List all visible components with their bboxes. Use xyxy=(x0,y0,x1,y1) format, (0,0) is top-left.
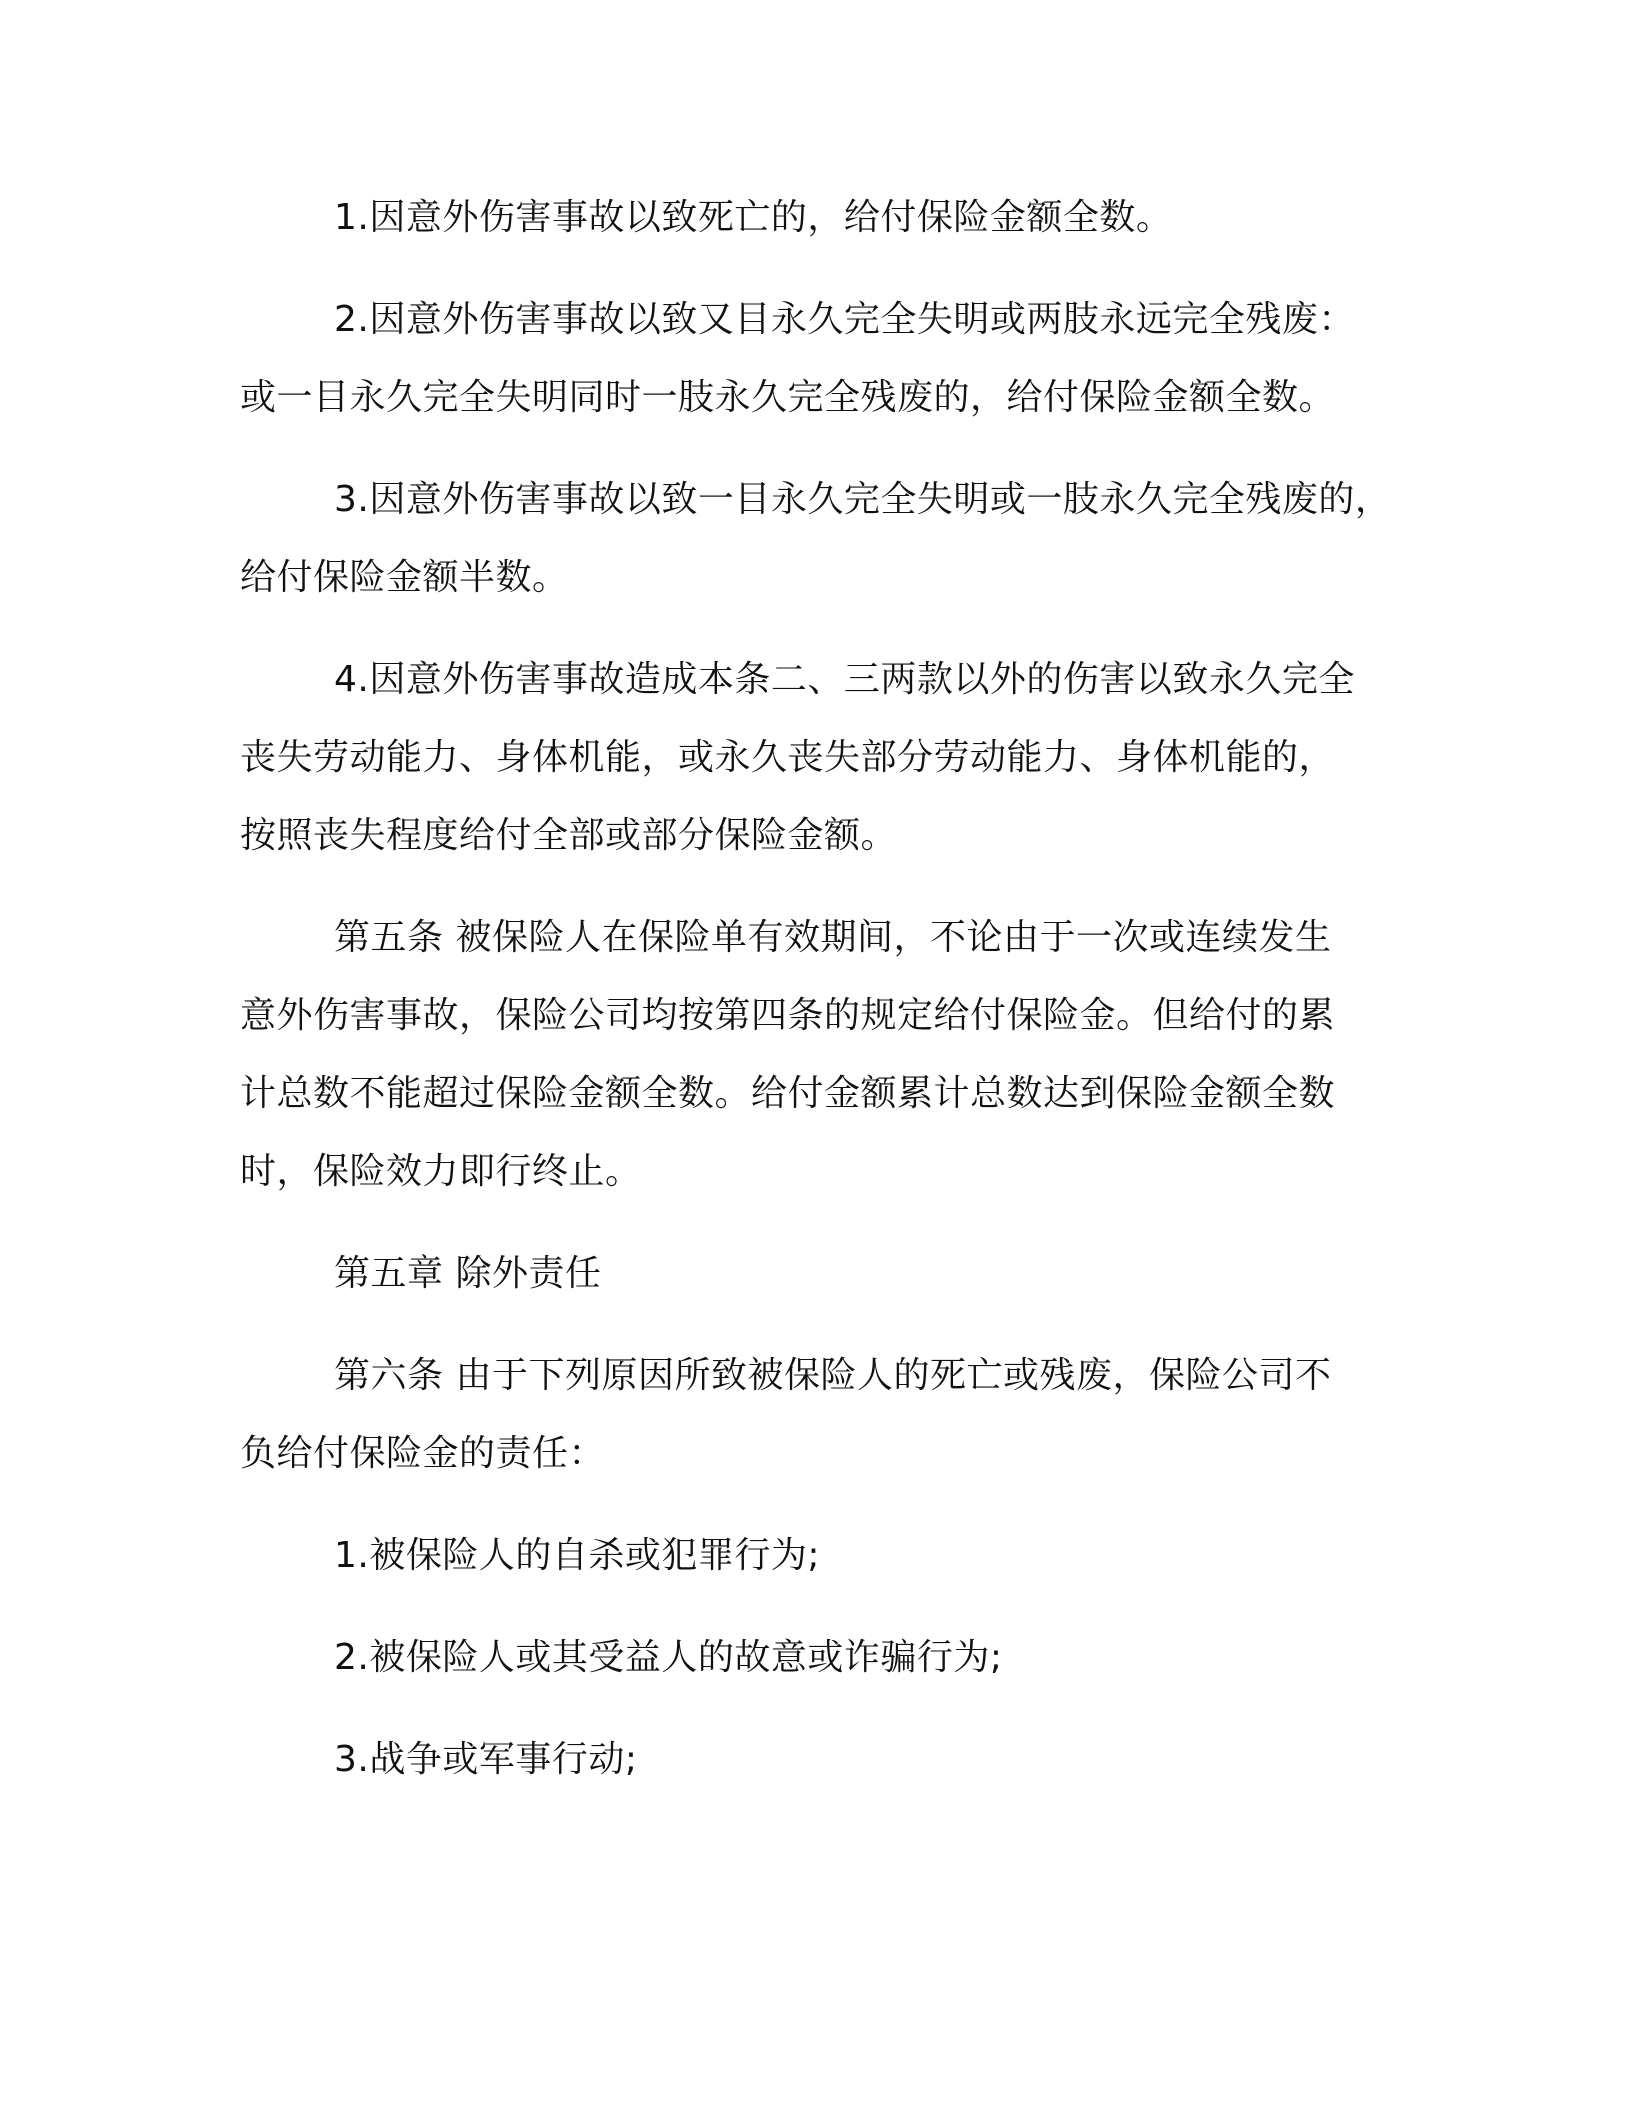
clause-5-line-2: 意外伤害事故，保险公司均按第四条的规定给付保险金。但给付的累 xyxy=(240,995,1336,1036)
clause-5-line-4: 时，保险效力即行终止。 xyxy=(240,1151,642,1192)
chapter-5-heading: 第五章 除外责任 xyxy=(334,1253,602,1294)
clause-4-item-3-line-2: 给付保险金额半数。 xyxy=(240,557,569,598)
clause-4-item-4-line-3: 按照丧失程度给付全部或部分保险金额。 xyxy=(240,815,898,856)
clause-4-item-3-line-1: 3.因意外伤害事故以致一目永久完全失明或一肢永久完全残废的， xyxy=(334,479,1392,520)
clause-5-line-1: 第五条 被保险人在保险单有效期间，不论由于一次或连续发生 xyxy=(334,917,1332,958)
clause-5-line-3: 计总数不能超过保险金额全数。给付金额累计总数达到保险金额全数 xyxy=(240,1073,1336,1114)
clause-6-item-2: 2.被保险人或其受益人的故意或诈骗行为; xyxy=(334,1637,1003,1678)
clause-4-item-4-line-2: 丧失劳动能力、身体机能，或永久丧失部分劳动能力、身体机能的， xyxy=(240,737,1336,778)
clause-6-item-1: 1.被保险人的自杀或犯罪行为; xyxy=(334,1535,820,1576)
clause-6-item-3: 3.战争或军事行动; xyxy=(334,1739,638,1780)
clause-6-line-1: 第六条 由于下列原因所致被保险人的死亡或残废，保险公司不 xyxy=(334,1355,1332,1396)
clause-4-item-2-line-1: 2.因意外伤害事故以致又目永久完全失明或两肢永远完全残废： xyxy=(334,299,1355,340)
clause-6-line-2: 负给付保险金的责任： xyxy=(240,1433,606,1474)
clause-4-item-1: 1.因意外伤害事故以致死亡的，给付保险金额全数。 xyxy=(334,197,1173,238)
clause-4-item-4-line-1: 4.因意外伤害事故造成本条二、三两款以外的伤害以致永久完全 xyxy=(334,659,1355,700)
clause-4-item-2-line-2: 或一目永久完全失明同时一肢永久完全残废的，给付保险金额全数。 xyxy=(240,377,1336,418)
